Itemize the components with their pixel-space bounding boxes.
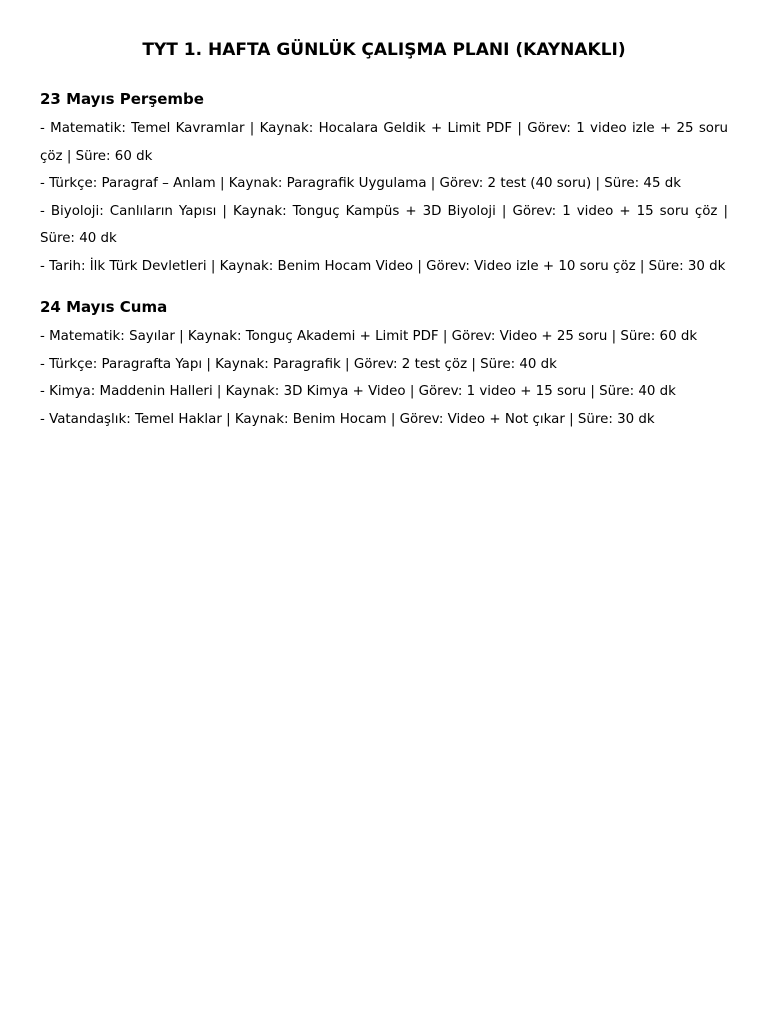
document-title: TYT 1. HAFTA GÜNLÜK ÇALIŞMA PLANI (KAYNAKLI) (142, 40, 626, 60)
day-heading: 23 Mayıs Perşembe (40, 90, 204, 108)
task-item-citizenship: - Vatandaşlık: Temel Haklar | Kaynak: Benim Hocam | Görev: Video + Not çıkar | Süre: 30 dk (40, 411, 655, 427)
task-item-math: - Matematik: Temel Kavramlar | Kaynak: Hocalara Geldik + Limit PDF | Görev: 1 video izle + 25 soru çöz | Süre: 60 dk (40, 121, 728, 164)
task-item-turkish: - Türkçe: Paragraf – Anlam | Kaynak: Paragrafik Uygulama | Görev: 2 test (40 soru) | Süre: 45 dk (40, 176, 681, 191)
task-item-history: - Tarih: İlk Türk Devletleri | Kaynak: Benim Hocam Video | Görev: Video izle + 10 soru çöz | Süre: 30 dk (40, 258, 726, 274)
day-heading: 24 Mayıs Cuma (40, 298, 168, 316)
day-section-thursday (40, 88, 728, 280)
task-item-chemistry: - Kimya: Maddenin Halleri | Kaynak: 3D Kimya + Video | Görev: 1 video + 15 soru | Süre: 40 dk (40, 384, 676, 399)
task-item-biology: - Biyoloji: Canlıların Yapısı | Kaynak: Tonguç Kampüs + 3D Biyoloji | Görev: 1 video + 15 soru çöz | Süre: 40 dk (40, 203, 728, 246)
day-section-friday (40, 296, 728, 433)
task-item-math: - Matematik: Sayılar | Kaynak: Tonguç Akademi + Limit PDF | Görev: Video + 25 soru | Süre: 60 dk (40, 329, 698, 344)
task-item-turkish: - Türkçe: Paragrafta Yapı | Kaynak: Paragrafik | Görev: 2 test çöz | Süre: 40 dk (40, 356, 557, 372)
